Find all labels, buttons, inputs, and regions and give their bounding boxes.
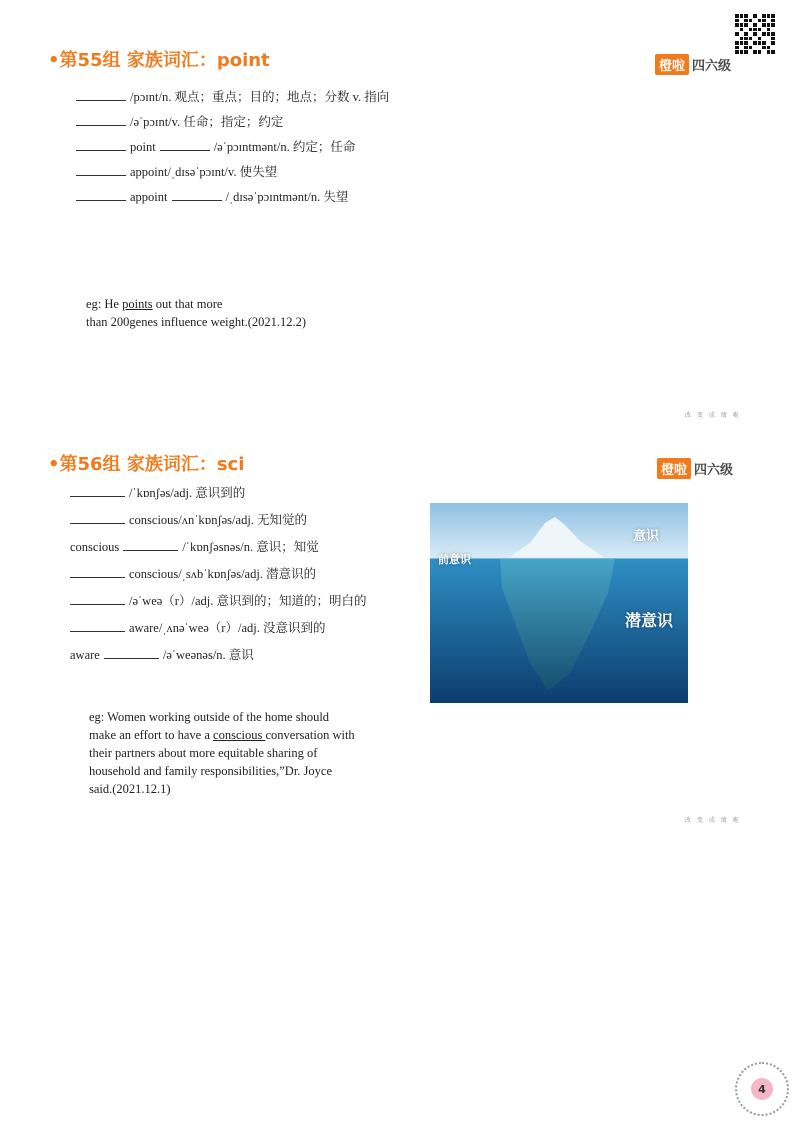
brand-text: 四六级: [694, 463, 734, 478]
blank: [70, 619, 125, 632]
eg-prefix: make an effort to have a: [89, 728, 214, 742]
blank: [70, 484, 125, 497]
label-preconscious: 前意识: [438, 553, 471, 566]
vocab-row: [70, 538, 319, 555]
blank: [172, 188, 222, 201]
eg-line: their partners about more equitable sharing of: [89, 746, 318, 760]
vocab-row: [70, 511, 307, 528]
vocab-text: /ˌdɪsəˈpɔɪntmənt/n. 失望: [225, 190, 349, 204]
eg-line: said.(2021.12.1): [89, 782, 171, 796]
blank: [70, 511, 125, 524]
vocab-row: [76, 163, 277, 180]
blank: [104, 646, 159, 659]
brand-badge: [655, 54, 731, 75]
vocab-lead: aware: [70, 648, 100, 662]
vocab-row: [70, 592, 366, 609]
blank: [160, 138, 210, 151]
vocab-row: [76, 113, 283, 130]
eg-rest: conversation with: [265, 728, 355, 742]
vocab-row: [76, 138, 355, 155]
vocab-text: /əˈpɔɪnt/v. 任命；指定；约定: [130, 115, 284, 129]
vocab-row: [70, 565, 316, 582]
eg-line: eg: Women working outside of the home should: [89, 710, 330, 724]
vocab-lead: conscious: [70, 540, 120, 554]
brand-text: 四六级: [692, 59, 732, 74]
vocab-text: conscious/ʌnˈkɒnʃəs/adj. 无知觉的: [129, 513, 308, 527]
brand-logo: 橙啦: [657, 458, 691, 479]
eg-line: household and family responsibilities,”Dr. Joyce: [89, 764, 333, 778]
blank: [76, 88, 126, 101]
section-title-point: •第55组 家族词汇：point: [48, 50, 270, 71]
example-sentence: [89, 708, 430, 798]
eg-rest: out that more: [152, 297, 223, 311]
brand-badge: [657, 458, 733, 479]
iceberg-image: [430, 503, 688, 703]
eg-line: than 200genes influence weight.(2021.12.2): [86, 315, 307, 329]
vocab-text: conscious/ˌsʌbˈkɒnʃəs/adj. 潜意识的: [129, 567, 317, 581]
footer-slogan: 改 变 成 绩 啦: [685, 412, 741, 419]
vocab-row: [70, 484, 245, 501]
vocab-text: appoint/ˌdɪsəˈpɔɪnt/v. 使失望: [130, 165, 278, 179]
blank: [76, 113, 126, 126]
blank: [76, 163, 126, 176]
vocab-text: /ˈkɒnʃəs/adj. 意识到的: [129, 486, 246, 500]
blank: [123, 538, 178, 551]
vocab-lead: appoint: [130, 190, 168, 204]
qr-code: [735, 14, 775, 54]
blank: [70, 592, 125, 605]
eg-prefix: eg: He: [86, 297, 123, 311]
vocab-text: /pɔɪnt/n. 观点；重点；目的；地点；分数 v. 指向: [130, 90, 390, 104]
eg-highlight: points: [122, 297, 153, 311]
vocab-row: [70, 619, 325, 636]
example-sentence: [86, 295, 306, 331]
brand-logo: 橙啦: [655, 54, 689, 75]
eg-highlight: conscious: [213, 728, 266, 742]
qr-code-pattern: [735, 14, 775, 54]
vocab-text: /əˈweənəs/n. 意识: [162, 648, 254, 662]
vocab-text: /əˈpɔɪntmənt/n. 约定；任命: [213, 140, 356, 154]
label-conscious: 意识: [633, 529, 660, 544]
section-title-sci: •第56组 家族词汇：sci: [48, 454, 245, 475]
footer-slogan: 改 变 成 绩 啦: [685, 817, 741, 824]
vocab-text: /əˈweə（r）/adj. 意识到的；知道的；明白的: [129, 594, 367, 608]
vocab-lead: point: [130, 140, 156, 154]
vocab-row: [76, 88, 389, 105]
vocab-text: /ˈkɒnʃəsnəs/n. 意识；知觉: [182, 540, 319, 554]
page-number: 4: [751, 1078, 773, 1100]
label-subconscious: 潜意识: [625, 611, 674, 630]
blank: [76, 188, 126, 201]
blank: [76, 138, 126, 151]
vocab-text: aware/ˌʌnəˈweə（r）/adj. 没意识到的: [129, 621, 326, 635]
mini-program-code: [735, 1062, 789, 1116]
vocab-row: [70, 646, 254, 663]
blank: [70, 565, 125, 578]
vocab-row: [76, 188, 348, 205]
